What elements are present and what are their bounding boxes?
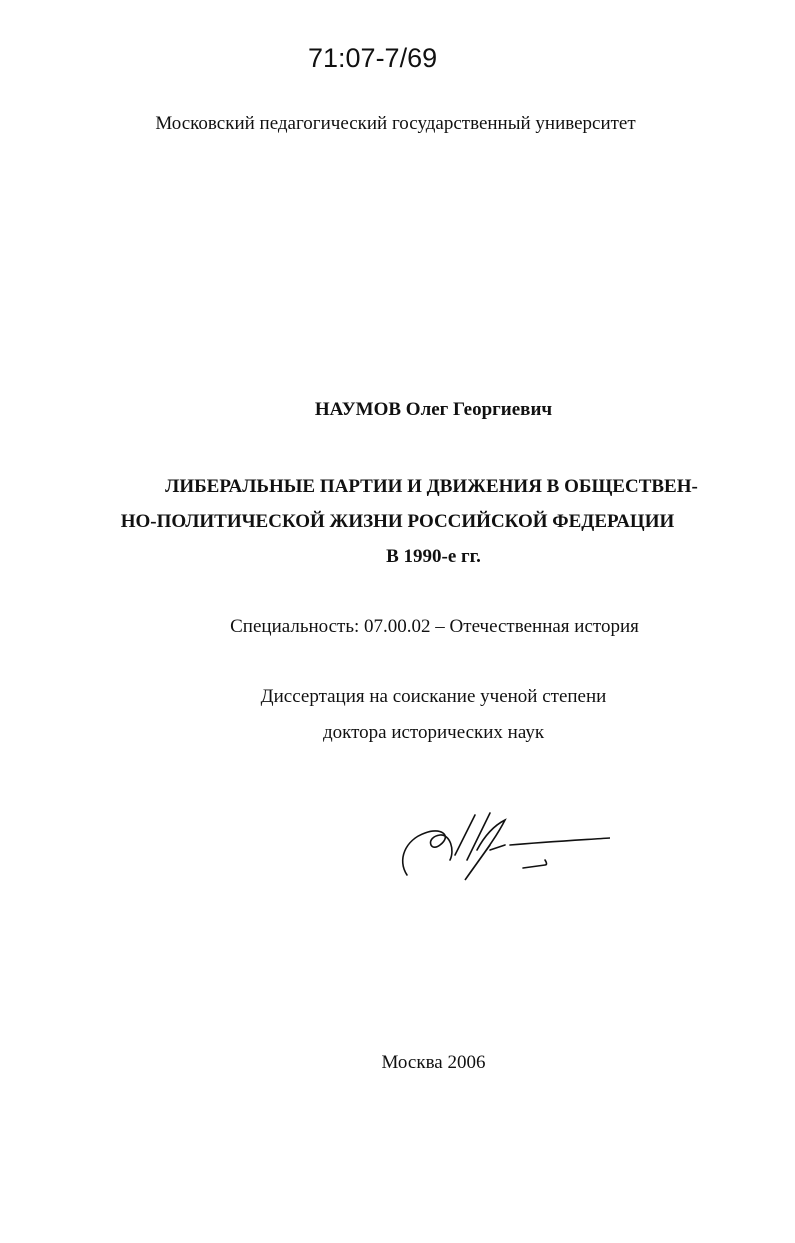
degree-line-2: доктора исторических наук [322,722,545,743]
place-year: Москва 2006 [381,1052,486,1073]
specialty: Специальность: 07.00.02 – Отечественная история [230,616,639,637]
title-line-3: В 1990-е гг. [386,546,481,567]
signature [395,805,610,890]
degree-line-1: Диссертация на соискание ученой степени [260,686,607,707]
catalog-code: 71:07-7/69 [308,43,438,73]
title-line-2: НО-ПОЛИТИЧЕСКОЙ ЖИЗНИ РОССИЙСКОЙ ФЕДЕРАЦИИ [120,511,675,532]
author-name: НАУМОВ Олег Георгиевич [314,399,553,420]
institution: Московский педагогический государственный университет [155,113,636,134]
title-line-1: ЛИБЕРАЛЬНЫЕ ПАРТИИ И ДВИЖЕНИЯ В ОБЩЕСТВЕН- [165,476,698,497]
